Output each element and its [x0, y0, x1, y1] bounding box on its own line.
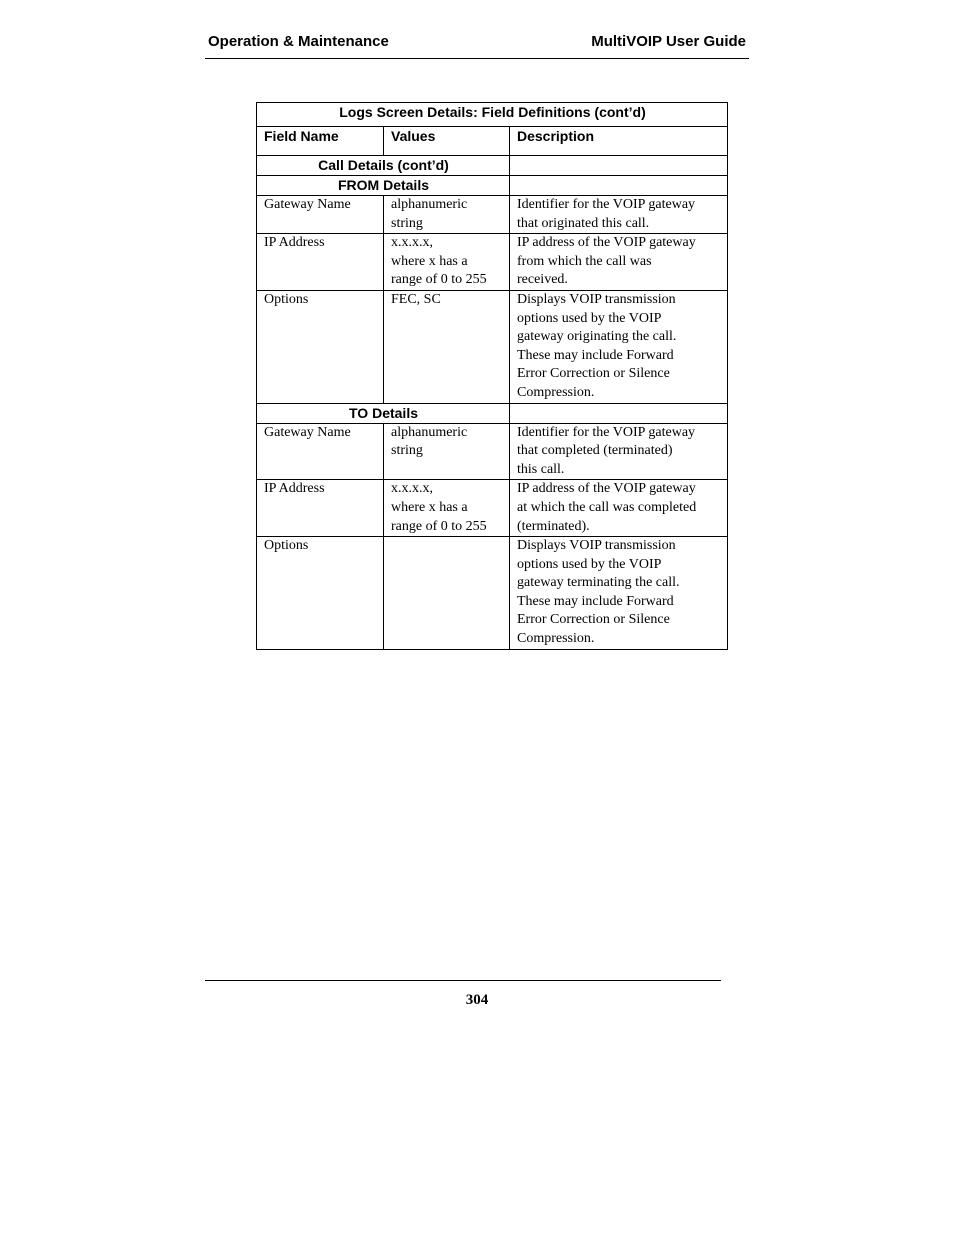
table-header-row: [257, 127, 728, 156]
group-empty-cell: [510, 403, 728, 423]
values-cell: alphanumeric string: [384, 423, 510, 480]
running-header-title: MultiVOIP User Guide: [591, 33, 746, 50]
description-cell: Identifier for the VOIP gateway that originated this call.: [510, 196, 728, 234]
footer-rule: [205, 980, 721, 981]
description-cell: IP address of the VOIP gateway at which the call was completed (terminated).: [510, 480, 728, 537]
page-number: 304: [465, 992, 489, 1008]
group-title: FROM Details: [257, 176, 510, 196]
table-row: [257, 290, 728, 403]
column-header-values: Values: [384, 127, 510, 156]
description-cell: IP address of the VOIP gateway from which the call was received.: [510, 234, 728, 291]
field-name-cell: Gateway Name: [257, 196, 384, 234]
field-definitions-table: [256, 102, 728, 650]
group-row-from: [257, 176, 728, 196]
column-header-field-name: Field Name: [257, 127, 384, 156]
table-caption: Logs Screen Details: Field Definitions (cont’d): [257, 103, 728, 127]
field-name-cell: Options: [257, 537, 384, 650]
group-empty-cell: [510, 176, 728, 196]
table-caption-row: [257, 103, 728, 127]
values-cell: x.x.x.x, where x has a range of 0 to 255: [384, 234, 510, 291]
running-header-section: Operation & Maintenance: [208, 33, 389, 50]
values-cell: FEC, SC: [384, 290, 510, 403]
description-cell: Displays VOIP transmission options used by the VOIP gateway originating the call. These may include Forward Error Correction or Silence Compression.: [510, 290, 728, 403]
table-row: [257, 234, 728, 291]
field-name-cell: IP Address: [257, 480, 384, 537]
table-row: [257, 480, 728, 537]
values-cell: alphanumeric string: [384, 196, 510, 234]
description-cell: Displays VOIP transmission options used by the VOIP gateway terminating the call. These may include Forward Error Correction or Silence Compression.: [510, 537, 728, 650]
column-header-description: Description: [510, 127, 728, 156]
field-name-cell: IP Address: [257, 234, 384, 291]
table-row: [257, 196, 728, 234]
table-row: [257, 423, 728, 480]
field-name-cell: Gateway Name: [257, 423, 384, 480]
group-row-to: [257, 403, 728, 423]
values-cell: x.x.x.x, where x has a range of 0 to 255: [384, 480, 510, 537]
section-title: Call Details (cont’d): [257, 156, 510, 176]
table-row: [257, 537, 728, 650]
header-rule: [205, 58, 749, 59]
group-title: TO Details: [257, 403, 510, 423]
field-name-cell: Options: [257, 290, 384, 403]
description-cell: Identifier for the VOIP gateway that completed (terminated) this call.: [510, 423, 728, 480]
section-empty-cell: [510, 156, 728, 176]
section-row: [257, 156, 728, 176]
values-cell: [384, 537, 510, 650]
